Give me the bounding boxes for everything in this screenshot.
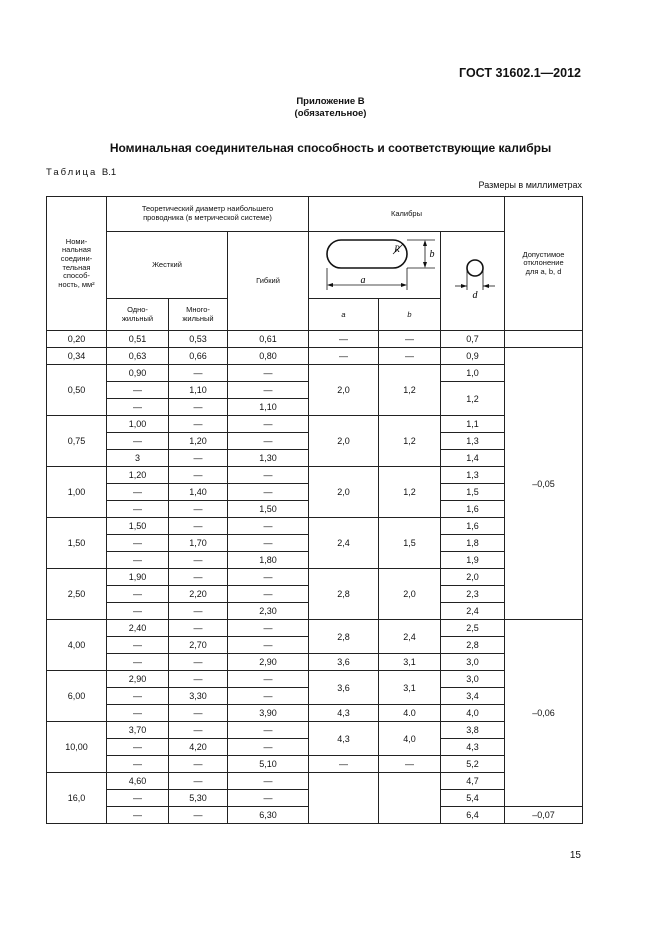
table-cell: 2,0 — [379, 569, 441, 620]
table-cell: 2,30 — [228, 603, 309, 620]
table-cell: 0,34 — [47, 348, 107, 365]
table-cell: 1,70 — [169, 535, 228, 552]
table-cell: 2,4 — [379, 620, 441, 654]
header-rigid: Жесткий — [107, 232, 228, 299]
table-cell: — — [228, 722, 309, 739]
table-cell: 4,00 — [47, 620, 107, 671]
table-cell: 1,50 — [107, 518, 169, 535]
table-cell: — — [169, 552, 228, 569]
table-cell: — — [228, 790, 309, 807]
header-col-b: b — [379, 299, 441, 331]
table-cell: 2,4 — [309, 518, 379, 569]
table-cell: 2,0 — [309, 416, 379, 467]
table-cell: — — [228, 739, 309, 756]
table-cell: 3,90 — [228, 705, 309, 722]
table-cell: 0,20 — [47, 331, 107, 348]
standard-number: ГОСТ 31602.1—2012 — [459, 66, 581, 80]
table-cell: — — [169, 365, 228, 382]
table-cell: — — [107, 637, 169, 654]
table-cell: 2,40 — [107, 620, 169, 637]
tolerance-cell: –0,05 — [505, 348, 583, 620]
table-cell: 1,2 — [441, 382, 505, 416]
table-cell: — — [228, 535, 309, 552]
table-cell: 5,30 — [169, 790, 228, 807]
table-cell: — — [107, 586, 169, 603]
table-cell: — — [228, 382, 309, 399]
table-cell: — — [169, 603, 228, 620]
table-cell: 1,6 — [441, 501, 505, 518]
circle-gauge-figure — [441, 232, 505, 331]
table-cell: 0,50 — [47, 365, 107, 416]
table-cell: — — [379, 756, 441, 773]
table-cell: 2,90 — [228, 654, 309, 671]
table-cell: 1,0 — [441, 365, 505, 382]
table-cell: 3,8 — [441, 722, 505, 739]
oval-a-label: a — [360, 275, 365, 286]
table-cell: 6,4 — [441, 807, 505, 824]
oval-r-label: R — [393, 244, 400, 254]
table-cell: 1,4 — [441, 450, 505, 467]
table-cell: 1,40 — [169, 484, 228, 501]
data-table — [46, 196, 583, 824]
table-cell: — — [228, 620, 309, 637]
table-cell: 4,20 — [169, 739, 228, 756]
table-cell: 4,0 — [441, 705, 505, 722]
table-cell: 2,5 — [441, 620, 505, 637]
table-row — [47, 773, 583, 790]
table-cell: 10,00 — [47, 722, 107, 773]
annex-status: (обязательное) — [294, 108, 367, 119]
table-cell: 2,0 — [441, 569, 505, 586]
table-cell: 1,1 — [441, 416, 505, 433]
table-cell: 1,3 — [441, 433, 505, 450]
table-cell: — — [107, 433, 169, 450]
table-cell: 3 — [107, 450, 169, 467]
table-cell: 4,60 — [107, 773, 169, 790]
table-cell: 3,30 — [169, 688, 228, 705]
table-row — [47, 518, 583, 535]
table-row — [47, 705, 583, 722]
table-row — [47, 467, 583, 484]
table-cell: 2,8 — [309, 620, 379, 654]
table-cell: 0,66 — [169, 348, 228, 365]
table-cell: 4,3 — [309, 705, 379, 722]
circle-gauge-drawing — [443, 250, 503, 310]
table-cell — [309, 773, 379, 824]
table-cell: — — [107, 739, 169, 756]
table-cell: 4,0 — [379, 722, 441, 756]
table-cell: — — [107, 688, 169, 705]
table-cell: 2,0 — [309, 467, 379, 518]
table-cell: — — [169, 399, 228, 416]
table-cell: — — [169, 756, 228, 773]
table-cell: 1,2 — [379, 365, 441, 416]
table-cell: 2,8 — [309, 569, 379, 620]
table-cell: 0,75 — [47, 416, 107, 467]
table-cell: 2,20 — [169, 586, 228, 603]
table-cell: — — [169, 620, 228, 637]
table-cell: — — [228, 518, 309, 535]
table-cell: 1,10 — [228, 399, 309, 416]
tolerance-cell: –0,07 — [505, 807, 583, 824]
table-cell: — — [228, 569, 309, 586]
table-cell: 1,10 — [169, 382, 228, 399]
page-heading: Номинальная соединительная способность и соответствующие калибры — [109, 141, 552, 155]
table-cell: 1,8 — [441, 535, 505, 552]
table-cell: 2,70 — [169, 637, 228, 654]
table-cell: — — [169, 569, 228, 586]
table-cell: — — [169, 654, 228, 671]
tolerance-cell: –0,06 — [505, 620, 583, 807]
annex-title: Приложение В — [296, 96, 365, 107]
table-cell: 1,50 — [47, 518, 107, 569]
table-cell: 0,51 — [107, 331, 169, 348]
table-cell: — — [107, 807, 169, 824]
table-cell: 5,10 — [228, 756, 309, 773]
table-cell: 1,30 — [228, 450, 309, 467]
header-theoretical: Теоретический диаметр наибольшего проводника (в метрической системе) — [107, 197, 309, 232]
table-cell: 3,6 — [309, 671, 379, 705]
header-tolerance: Допустимое отклонение для a, b, d — [505, 197, 583, 331]
oval-b-label: b — [429, 249, 434, 260]
table-cell: 3,1 — [379, 671, 441, 705]
page-number: 15 — [569, 850, 581, 861]
table-cell: 3,6 — [309, 654, 379, 671]
table-row — [47, 331, 583, 348]
table-cell: 1,20 — [107, 467, 169, 484]
table-cell: — — [228, 688, 309, 705]
table-cell: — — [169, 671, 228, 688]
table-cell: — — [309, 348, 379, 365]
table-cell-empty — [505, 331, 583, 348]
table-cell: 2,8 — [441, 637, 505, 654]
table-row — [47, 365, 583, 382]
table-cell: — — [107, 535, 169, 552]
table-cell: — — [107, 603, 169, 620]
oval-gauge-drawing — [311, 232, 439, 296]
table-cell: — — [107, 654, 169, 671]
table-row — [47, 569, 583, 586]
table-cell: — — [107, 790, 169, 807]
table-cell: — — [228, 416, 309, 433]
header-col-a: a — [309, 299, 379, 331]
table-cell: 2,0 — [309, 365, 379, 416]
table-cell: 3,4 — [441, 688, 505, 705]
table-cell: 4.0 — [379, 705, 441, 722]
table-cell: 1,2 — [379, 416, 441, 467]
table-row — [47, 348, 583, 365]
table-row — [47, 756, 583, 773]
table-cell — [379, 773, 441, 824]
table-cell: 0,90 — [107, 365, 169, 382]
table-cell: — — [107, 756, 169, 773]
table-cell: 0,61 — [228, 331, 309, 348]
table-row — [47, 722, 583, 739]
table-cell: — — [169, 501, 228, 518]
table-cell: 2,3 — [441, 586, 505, 603]
circle-d-label: d — [472, 290, 477, 301]
table-container — [46, 196, 583, 824]
table-cell: — — [228, 773, 309, 790]
table-cell: 1,5 — [379, 518, 441, 569]
table-cell: 5,4 — [441, 790, 505, 807]
table-cell: 1,6 — [441, 518, 505, 535]
table-caption-word: Таблица — [46, 167, 98, 178]
table-cell: — — [107, 399, 169, 416]
table-cell: — — [228, 365, 309, 382]
table-cell: — — [107, 705, 169, 722]
table-cell: 3,1 — [379, 654, 441, 671]
table-cell: — — [228, 433, 309, 450]
header-flexible: Гибкий — [228, 232, 309, 331]
table-cell: 1,50 — [228, 501, 309, 518]
table-cell: — — [228, 484, 309, 501]
table-cell: 2,90 — [107, 671, 169, 688]
table-cell: — — [228, 671, 309, 688]
table-cell: 1,3 — [441, 467, 505, 484]
table-cell: 3,70 — [107, 722, 169, 739]
table-cell: — — [169, 416, 228, 433]
table-cell: 2,50 — [47, 569, 107, 620]
table-caption — [46, 167, 116, 178]
table-cell: — — [379, 348, 441, 365]
header-multi-core: Много- жильный — [169, 299, 228, 331]
table-cell: — — [169, 773, 228, 790]
table-cell: — — [169, 807, 228, 824]
oval-gauge-figure — [309, 232, 441, 299]
table-cell: 2,4 — [441, 603, 505, 620]
table-cell: — — [309, 756, 379, 773]
table-caption-number: В.1 — [101, 167, 117, 178]
table-cell: 1,5 — [441, 484, 505, 501]
table-cell: 0,63 — [107, 348, 169, 365]
table-cell: 0,53 — [169, 331, 228, 348]
table-cell: 1,20 — [169, 433, 228, 450]
table-cell: — — [169, 467, 228, 484]
table-cell: 4,3 — [441, 739, 505, 756]
table-cell: 3,0 — [441, 671, 505, 688]
table-cell: 4,7 — [441, 773, 505, 790]
table-cell: 1,00 — [47, 467, 107, 518]
table-cell: — — [107, 382, 169, 399]
table-cell: 5,2 — [441, 756, 505, 773]
table-row — [47, 654, 583, 671]
table-cell: 1,00 — [107, 416, 169, 433]
header-nominal: Номи- нальная соедини- тельная способ- ность, мм² — [47, 197, 107, 331]
table-cell: 0,7 — [441, 331, 505, 348]
units-note: Размеры в миллиметрах — [478, 180, 582, 190]
table-cell: 3,0 — [441, 654, 505, 671]
header-single-core: Одно- жильный — [107, 299, 169, 331]
table-cell: — — [169, 450, 228, 467]
table-cell: — — [228, 586, 309, 603]
table-cell: — — [228, 467, 309, 484]
table-cell: 6,00 — [47, 671, 107, 722]
header-gauges: Калибры — [309, 197, 505, 232]
table-cell: — — [169, 705, 228, 722]
table-cell: 1,2 — [379, 467, 441, 518]
table-cell: — — [169, 722, 228, 739]
table-cell: — — [107, 552, 169, 569]
table-cell: — — [107, 501, 169, 518]
table-cell: 6,30 — [228, 807, 309, 824]
table-cell: 0,80 — [228, 348, 309, 365]
table-cell: — — [379, 331, 441, 348]
table-cell: — — [169, 518, 228, 535]
table-cell: — — [107, 484, 169, 501]
table-row — [47, 416, 583, 433]
table-cell: 4,3 — [309, 722, 379, 756]
table-cell: — — [228, 637, 309, 654]
table-row — [47, 671, 583, 688]
table-row — [47, 620, 583, 637]
table-cell: 16,0 — [47, 773, 107, 824]
table-cell: 1,80 — [228, 552, 309, 569]
table-cell: 0,9 — [441, 348, 505, 365]
table-cell: 1,90 — [107, 569, 169, 586]
table-body — [47, 331, 583, 824]
table-cell: — — [309, 331, 379, 348]
table-cell: 1,9 — [441, 552, 505, 569]
